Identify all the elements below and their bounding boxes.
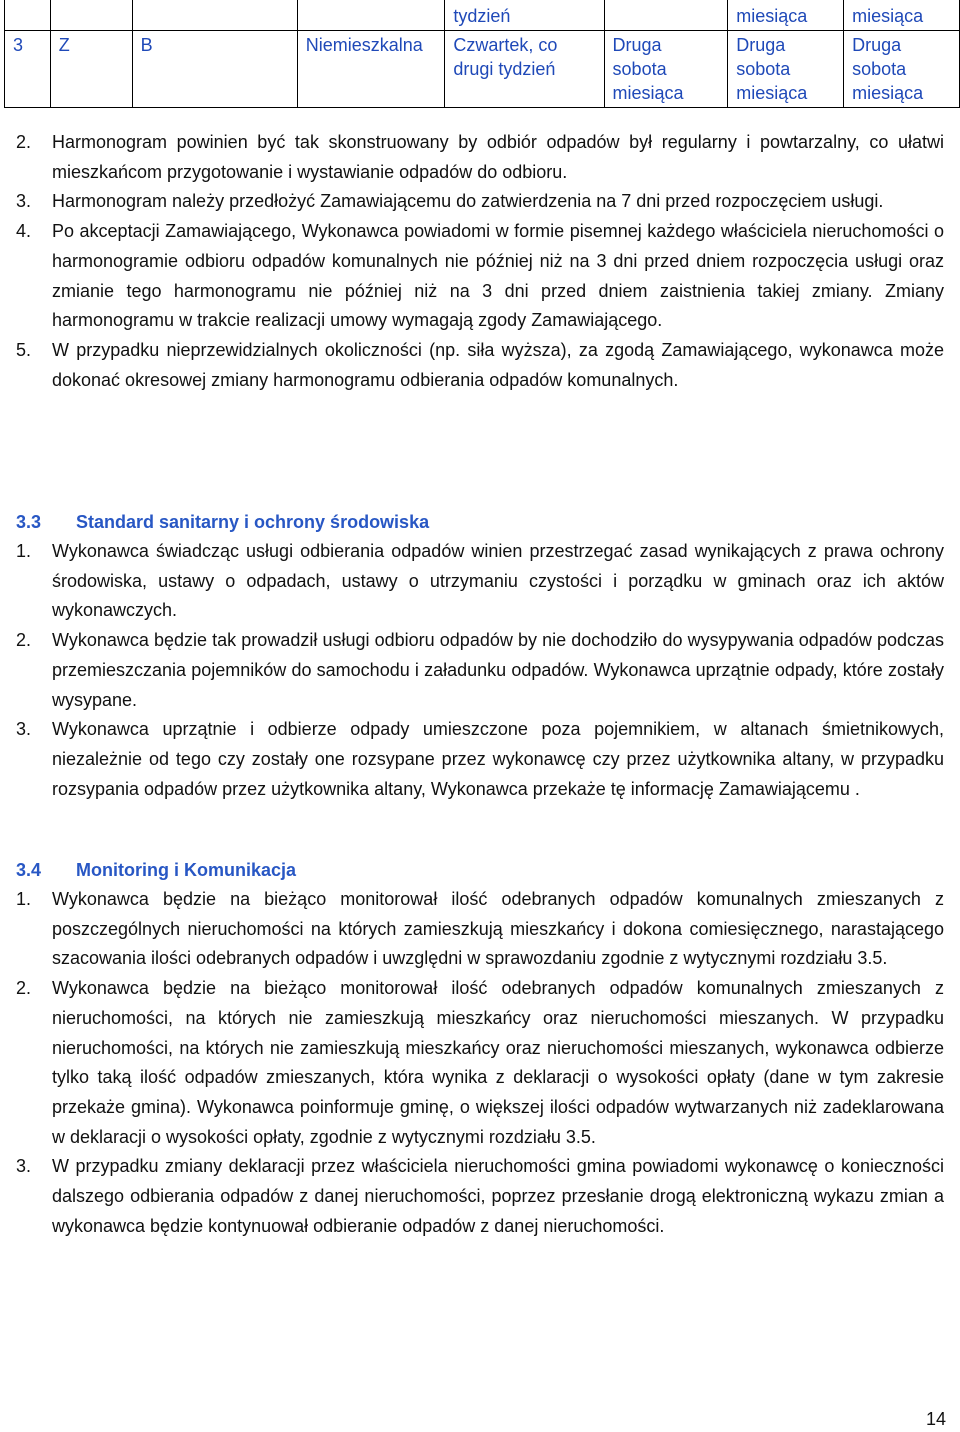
table-cell: Druga sobota miesiąca [728,31,844,108]
list-number: 4. [16,221,32,242]
list-item [16,537,944,626]
monitoring-list [16,885,944,1241]
table-cell: Czwartek, co drugi tydzień [445,31,604,108]
table-cell [5,0,51,31]
table-cell: miesiąca [844,0,960,31]
table-cell: B [132,31,297,108]
sanitary-list [16,537,944,804]
list-text: W przypadku nieprzewidzialnych okoliczności (np. siła wyższa), za zgodą Zamawiającego, wykonawca może dokonać okresowej zmiany harmonogramu odbierania odpadów komunalnych. [52,339,944,390]
list-text: Wykonawca będzie na bieżąco monitorował ilość odebranych odpadów komunalnych zmieszanych z nieruchomości, na których nie zamieszkują mieszkańcy oraz nieruchomości mieszanych. W przypadku nieruchomości, na których nie zamieszkują mieszkańcy oraz nieruchomości mieszanych, wykonawca odbierze tylko taką ilość odpadów zmieszanych, która wynika z deklaracji o wysokości opłaty (dane w tym zakresie przekaże gmina). Wykonawca poinformuje gminę, o większej ilości odpadów wytwarzanych niż zadeklarowana w deklaracji o wysokości opłaty, zgodnie z wytycznymi rozdziału 3.5. [52,978,944,1147]
section-number: 3.3 [16,512,42,532]
list-item [16,217,944,336]
list-item [16,974,944,1152]
list-item [16,715,944,804]
list-item [16,128,944,187]
table-cell: Z [50,31,132,108]
list-item [16,885,944,974]
list-text: Wykonawca świadcząc usługi odbierania odpadów winien przestrzegać zasad wynikających z prawa ochrony środowiska, ustawy o odpadach, ustawy o utrzymaniu czystości i porządku w gminach oraz ich aktów wykonawczych. [52,541,944,621]
list-number: 2. [16,630,32,651]
list-text: Wykonawca uprzątnie i odbierze odpady umieszczone poza pojemnikiem, w altanach śmietnikowych, niezależnie od tego czy zostały one rozsypane przez wykonawcę czy przez użytkownika altany, w przypadku rozsypania odpadów przez użytkownika altany, Wykonawca przekaże tę informację Zamawiającemu . [52,719,944,799]
page-number: 14 [925,1409,946,1429]
table-row [5,31,960,108]
list-item [16,187,944,217]
table-cell: Niemieszkalna [297,31,445,108]
table-row [5,0,960,31]
list-text: Wykonawca będzie tak prowadził usługi odbioru odpadów by nie dochodziło do wysypywania odpadów podczas przemieszczania pojemników do samochodu i załadunku odpadów. Wykonawca uprzątnie odpady, które zostały wysypane. [52,630,944,710]
table-cell [50,0,132,31]
section-heading [16,858,296,882]
table-cell [604,0,728,31]
section-title: Standard sanitarny i ochrony środowiska [76,512,430,532]
table-cell: tydzień [445,0,604,31]
table-cell: Druga sobota miesiąca [844,31,960,108]
table-cell [132,0,297,31]
table-cell: miesiąca [728,0,844,31]
list-number: 5. [16,339,32,360]
list-item [16,1152,944,1241]
list-text: Harmonogram należy przedłożyć Zamawiającemu do zatwierdzenia na 7 dni przed rozpoczęciem usługi. [52,191,884,212]
list-number: 1. [16,541,32,561]
list-number: 3. [16,1156,32,1177]
list-number: 1. [16,889,32,909]
schedule-list [16,128,944,395]
section-heading [16,510,429,534]
list-number: 3. [16,191,32,212]
list-number: 3. [16,719,32,740]
section-title: Monitoring i Komunikacja [76,860,297,880]
list-text: Po akceptacji Zamawiającego, Wykonawca powiadomi w formie pisemnej każdego właściciela nieruchomości o harmonogramie odbioru odpadów komunalnych nie później niż na 3 dni przed dniem rozpoczęcia usługi oraz zmianie tego harmonogramu nie później niż na 3 dni przed dniem zaistnienia takiej zmiany. Zmiany harmonogramu w trakcie realizacji umowy wymagają zgody Zamawiającego. [52,221,944,331]
schedule-table [4,0,960,108]
list-item [16,336,944,395]
list-text: Harmonogram powinien być tak skonstruowany by odbiór odpadów był regularny i powtarzalny, co ułatwi mieszkańcom przygotowanie i wystawianie odpadów do odbioru. [52,132,944,182]
table-cell: Druga sobota miesiąca [604,31,728,108]
list-text: W przypadku zmiany deklaracji przez właściciela nieruchomości gmina powiadomi wykonawcę o konieczności dalszego odbierania odpadów z danej nieruchomości, poprzez przesłanie drogą elektroniczną wykazu zmian a wykonawca będzie kontynuował odbieranie odpadów z danej nieruchomości. [52,1156,944,1236]
table-cell: 3 [5,31,51,108]
list-number: 2. [16,978,32,999]
list-text: Wykonawca będzie na bieżąco monitorował ilość odebranych odpadów komunalnych zmieszanych z poszczególnych nieruchomości na których zamieszkują mieszkańcy i dokona comiesięcznego, narastającego szacowania ilości odebranych odpadów i uwzględni w sprawozdaniu zgodnie z wytycznymi rozdziału 3.5. [52,889,944,969]
list-item [16,626,944,715]
section-number: 3.4 [16,860,42,880]
table-cell [297,0,445,31]
list-number: 2. [16,132,32,152]
